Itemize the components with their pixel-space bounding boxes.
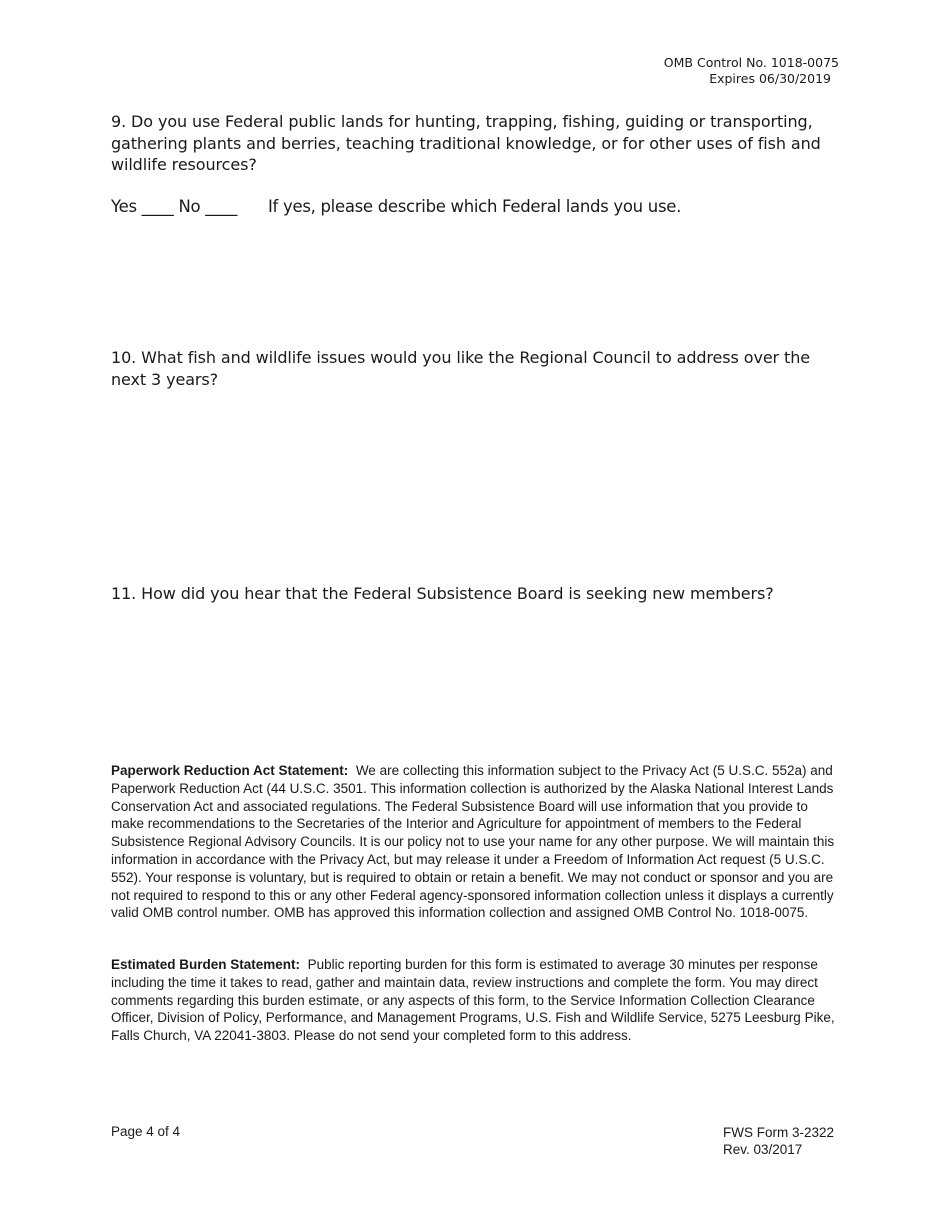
form-number: FWS Form 3-2322: [723, 1125, 835, 1140]
paperwork-reduction-statement: [111, 762, 841, 922]
page-number: Page 4 of 4: [111, 1124, 181, 1139]
paperwork-body: We are collecting this information subject to the Privacy Act (5 U.S.C. 552a) and Paperwork Reduction Act (44 U.S.C. 3501. This information collection is authorized by the Alaska National Interest Lands Conservation Act and associated regulations. The Federal Subsistence Board will use information that you provide to make recommendations to the Secretaries of the Interior and Agriculture for appointment of members to the Federal Subsistence Regional Advisory Councils. It is our policy not to use your name for any other purpose. We will maintain this information in accordance with the Privacy Act, but may release it under a Freedom of Information Act request (5 U.S.C. 552). Your response is voluntary, but is required to obtain or retain a benefit. We may not conduct or sponsor and you are not required to respond to this or any other Federal agency-sponsored information collection unless it displays a currently valid OMB control number. OMB has approved this information collection and assigned OMB Control No. 1018-0075.: [111, 763, 835, 921]
burden-heading: Estimated Burden Statement:: [111, 957, 301, 972]
burden-body: Public reporting burden for this form is estimated to average 30 minutes per response including the time it takes to read, gather and maintain data, review instructions and complete the form. You may direct comments regarding this burden estimate, or any aspects of this form, to the Service Information Collection Clearance Officer, Division of Policy, Performance, and Management Programs, U.S. Fish and Wildlife Service, 5275 Leesburg Pike, Falls Church, VA 22041-3803. Please do not send your completed form to this address.: [111, 957, 835, 1044]
no-blank[interactable]: No ____: [178, 197, 238, 216]
omb-control-block: [664, 55, 839, 87]
question-9: 9. Do you use Federal public lands for hunting, trapping, fishing, guiding or transporting, gathering plants and berries, teaching traditional knowledge, or for other uses of fish and wildlife resources?: [111, 112, 821, 174]
omb-expiration: Expires 06/30/2019: [709, 71, 831, 86]
question-9-followup: If yes, please describe which Federal lands you use.: [267, 197, 682, 216]
estimated-burden-statement: [111, 956, 841, 1045]
question-9-answer-line: [111, 197, 681, 216]
question-11: 11. How did you hear that the Federal Subsistence Board is seeking new members?: [111, 584, 774, 603]
omb-control-number: OMB Control No. 1018-0075: [663, 55, 839, 70]
question-10: 10. What fish and wildlife issues would you like the Regional Council to address over the next 3 years?: [111, 348, 810, 389]
paperwork-heading: Paperwork Reduction Act Statement:: [111, 763, 349, 778]
form-revision: Rev. 03/2017: [723, 1142, 803, 1157]
yes-blank[interactable]: Yes ____: [111, 197, 174, 216]
form-id-block: [723, 1124, 834, 1158]
